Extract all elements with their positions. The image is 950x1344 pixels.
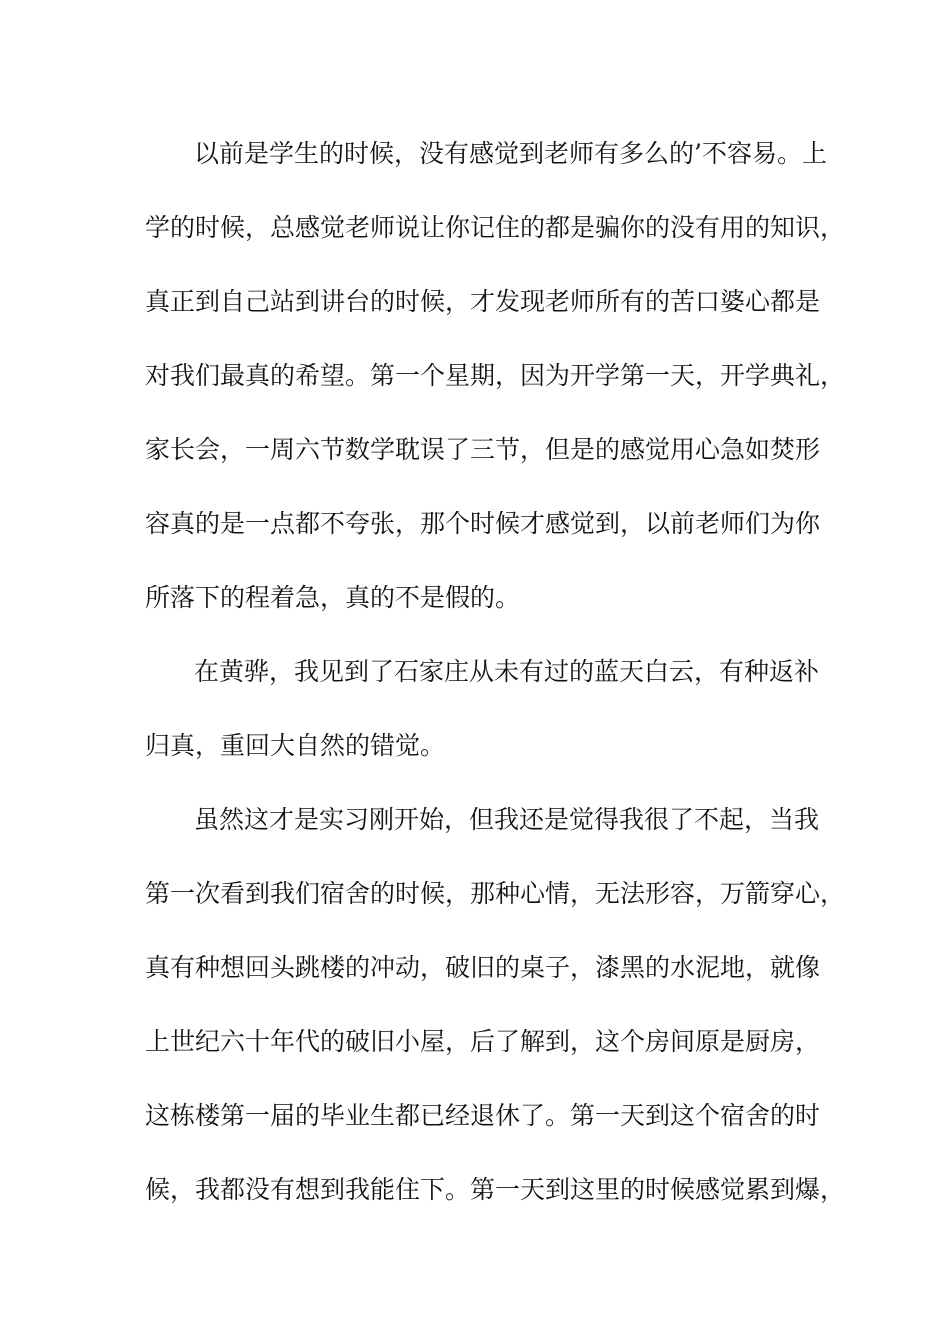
text-line: 家长会，一周六节数学耽误了三节，但是的感觉用心急如焚形 [145, 435, 821, 464]
text-line: 候，我都没有想到我能住下。第一天到这里的时候感觉累到爆， [145, 1175, 846, 1204]
text-line: 以前是学生的时候，没有感觉到老师有多么的’不容易。上 [194, 139, 827, 168]
text-line: 所落下的程着急，真的不是假的。 [145, 583, 521, 612]
text-line: 归真，重回大自然的错觉。 [145, 731, 446, 760]
text-line: 上世纪六十年代的破旧小屋，后了解到，这个房间原是厨房， [145, 1027, 821, 1056]
text-line: 虽然这才是实习刚开始，但我还是觉得我很了不起，当我 [194, 805, 820, 834]
text-line: 这栋楼第一届的毕业生都已经退休了。第一天到这个宿舍的时 [145, 1101, 821, 1130]
text-line: 对我们最真的希望。第一个星期，因为开学第一天，开学典礼， [145, 361, 846, 390]
text-line: 真正到自己站到讲台的时候，才发现老师所有的苦口婆心都是 [145, 287, 821, 316]
text-line: 在黄骅，我见到了石家庄从未有过的蓝天白云，有种返补 [194, 657, 820, 686]
text-line: 学的时候，总感觉老师说让你记住的都是骗你的没有用的知识， [145, 213, 846, 242]
text-line: 容真的是一点都不夸张，那个时候才感觉到，以前老师们为你 [145, 509, 821, 538]
text-line: 真有种想回头跳楼的冲动，破旧的桌子，漆黑的水泥地，就像 [145, 953, 821, 982]
text-line: 第一次看到我们宿舍的时候，那种心情，无法形容，万箭穿心， [145, 879, 846, 908]
